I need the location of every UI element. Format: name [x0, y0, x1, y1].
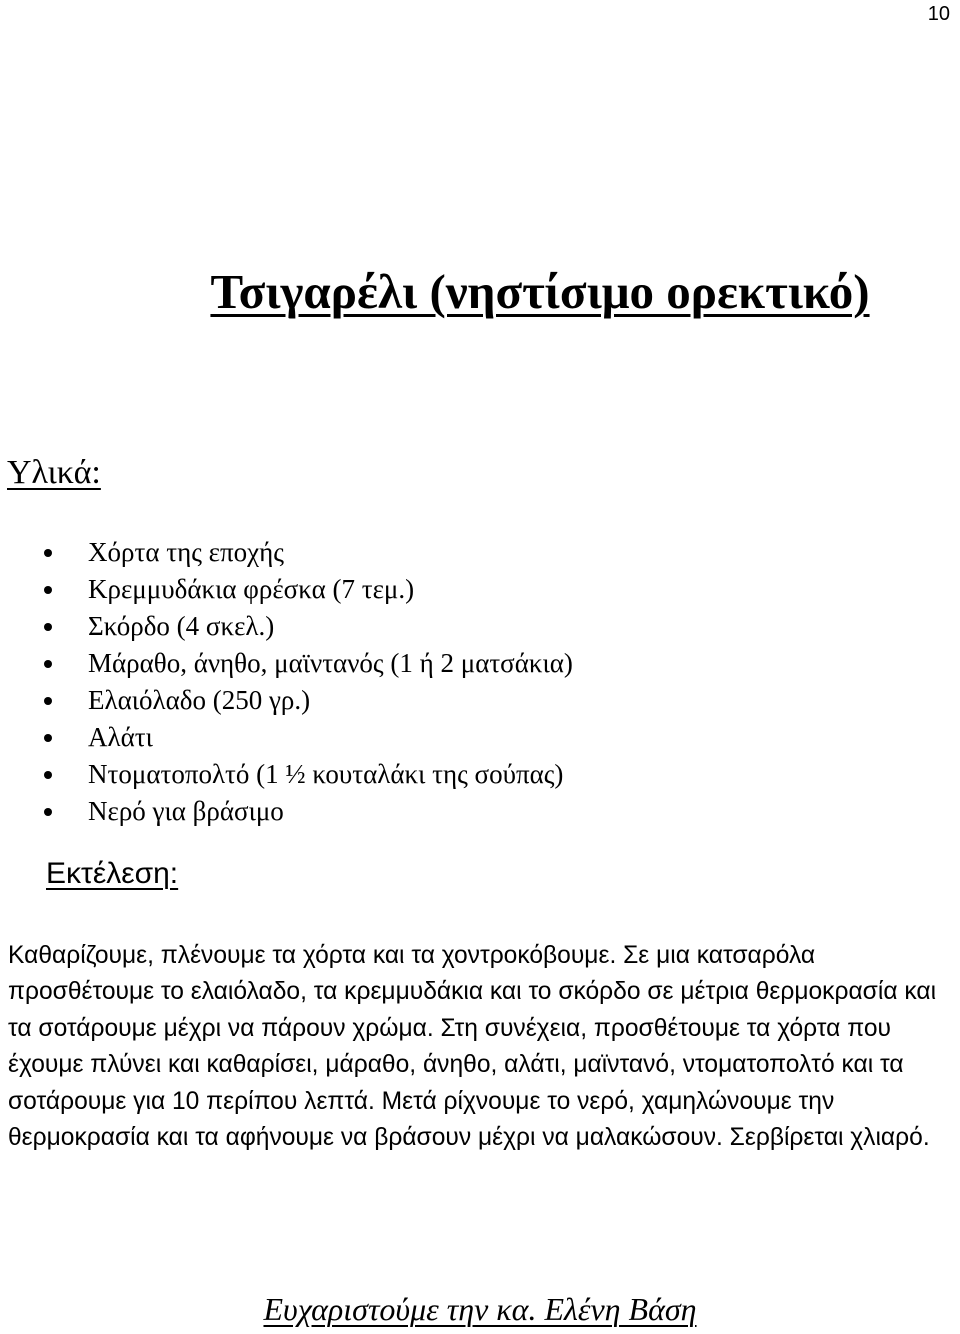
bullet-icon [44, 660, 52, 668]
bullet-icon [44, 771, 52, 779]
ingredient-item [0, 719, 573, 756]
ingredient-item [0, 756, 573, 793]
ingredient-item [0, 793, 573, 830]
ingredient-text: Αλάτι [88, 722, 153, 752]
ingredient-text: Σκόρδο (4 σκελ.) [88, 611, 275, 641]
ingredient-text: Ελαιόλαδο (250 γρ.) [88, 685, 311, 715]
bullet-icon [44, 697, 52, 705]
ingredient-item [0, 645, 573, 682]
ingredient-text: Χόρτα της εποχής [88, 537, 284, 567]
ingredient-text: Ντοματοπολτό (1 ½ κουταλάκι της σούπας) [88, 759, 564, 789]
ingredient-item [0, 608, 573, 645]
ingredient-text: Κρεμμυδάκια φρέσκα (7 τεμ.) [88, 574, 415, 604]
bullet-icon [44, 549, 52, 557]
ingredients-heading: Υλικά: [7, 454, 101, 491]
ingredient-item [0, 682, 573, 719]
ingredient-text: Μάραθο, άνηθο, μαϊντανός (1 ή 2 ματσάκια) [88, 648, 573, 678]
ingredient-text: Νερό για βράσιμο [88, 796, 284, 826]
page-number: 10 [927, 3, 950, 25]
bullet-icon [44, 586, 52, 594]
ingredient-item [0, 571, 573, 608]
execution-heading: Εκτέλεση: [46, 857, 179, 890]
bullet-icon [44, 808, 52, 816]
ingredients-list [0, 534, 573, 830]
bullet-icon [44, 734, 52, 742]
instructions-paragraph: Καθαρίζουμε, πλένουμε τα χόρτα και τα χοντροκόβουμε. Σε μια κατσαρόλα προσθέτουμε το ελαιόλαδο, τα κρεμμυδάκια και το σκόρδο σε μέτρια θερμοκρασία και τα σοτάρουμε μέχρι να πάρουν χρώμα. Στη συνέχεια, προσθέτουμε τα χόρτα που έχουμε πλύνει και καθαρίσει, μάραθο, άνηθο, αλάτι, μαϊντανό, ντοματοπολτό και τα σοτάρουμε για 10 περίπου λεπτά. Μετά ρίχνουμε το νερό, χαμηλώνουμε την θερμοκρασία και τα αφήνουμε να βράσουν μέχρι να μαλακώσουν. Σερβίρεται χλιαρό. [8, 942, 937, 1152]
ingredient-item [0, 534, 573, 571]
recipe-title: Τσιγαρέλι (νηστίσιμο ορεκτικό) [210, 264, 870, 319]
thanks-note: Ευχαριστούμε την κα. Ελένη Βάση [263, 1291, 697, 1327]
bullet-icon [44, 623, 52, 631]
